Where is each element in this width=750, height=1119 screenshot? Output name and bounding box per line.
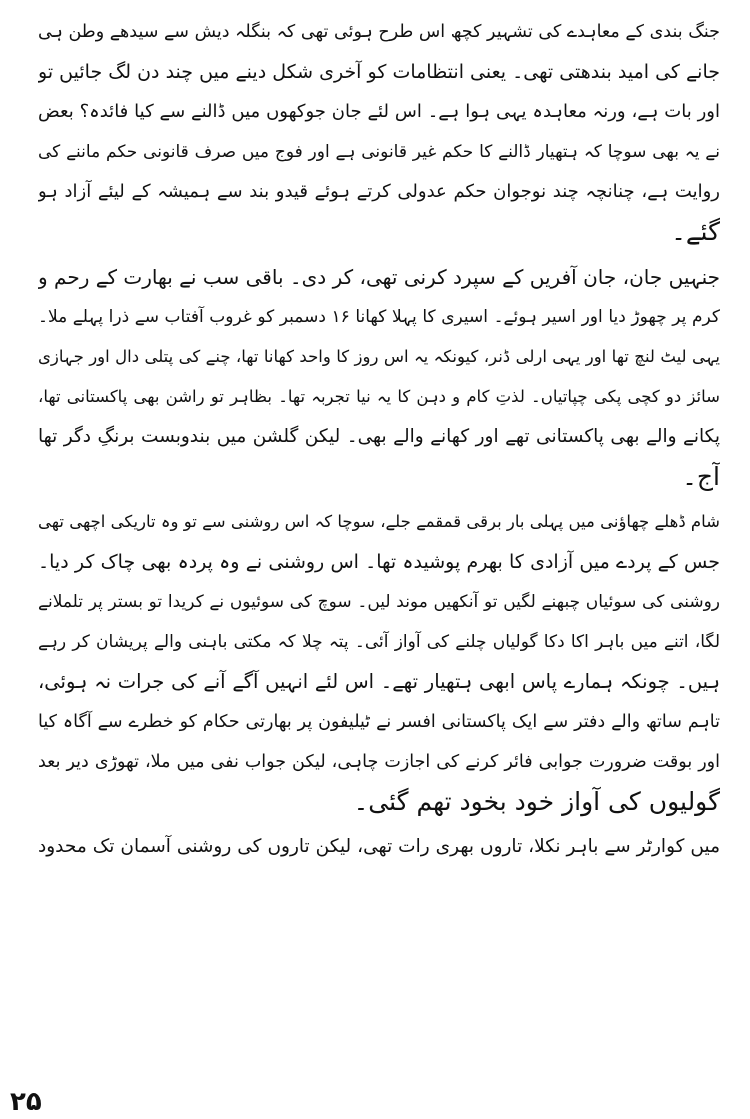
text-line: روشنی کی سوئیاں چبھنے لگیں تو آنکھیں موند لیں۔ سوچ کی سوئیوں نے کریدا تو بستر پر تلملانے [38, 592, 720, 612]
text-line: تاہم ساتھ والے دفتر سے ایک پاکستانی افسر نے ٹیلیفون پر بھارتی حکام کو خطرے سے آگاہ کیا [38, 712, 720, 732]
text-line: اور بوقت ضرورت جوابی فائر کرنے کی اجازت چاہی، لیکن جواب نفی میں ملا، تھوڑی دیر بعد [38, 752, 720, 772]
text-line: گئے۔ [671, 217, 720, 246]
text-line: گولیوں کی آواز خود بخود تھم گئی۔ [353, 787, 720, 816]
paragraph-first-meal [38, 257, 720, 497]
text-line: جانے کی امید بندھتی تھی۔ یعنی انتظامات کو آخری شکل دینے میں چند دن لگ جائیں تو [38, 61, 720, 83]
text-line: سائز دو کچی پکی چپاتیاں۔ لذتِ کام و دہن کا یہ نیا تجربہ تھا۔ بظاہر تو راشن بھی پاکستانی تھا، [38, 387, 720, 406]
text-line: جس کے پردے میں آزادی کا بھرم پوشیدہ تھا۔ اس روشنی نے وہ پردہ بھی چاک کر دیا۔ [38, 551, 720, 573]
paragraph-evening-lights [38, 502, 720, 822]
paragraph-starry-night [38, 827, 720, 867]
text-line: شام ڈھلے چھاؤنی میں پہلی بار برقی قمقمے جلے، سوچا کہ اس روشنی سے تو وہ تاریکی اچھی تھی [38, 512, 720, 531]
text-line: کرم پر چھوڑ دیا اور اسیر ہوئے۔ اسیری کا پہلا کھانا ۱۶ دسمبر کو غروب آفتاب سے ذرا پہلے ملا۔ [38, 307, 720, 327]
text-line: جنگ بندی کے معاہدے کی تشہیر کچھ اس طرح ہوئی تھی کہ بنگلہ دیش سے سیدھے وطن ہی [38, 22, 720, 42]
text-line: آج۔ [682, 462, 720, 491]
page-body-text [38, 12, 720, 867]
text-line: اور بات ہے، ورنہ معاہدہ یہی ہوا ہے۔ اس لئے جان جوکھوں میں ڈالنے سے کیا فائدہ؟ بعض [38, 101, 720, 122]
text-line: لگا، اتنے میں باہر اکا دکا گولیاں چلنے کی آواز آئی۔ پتہ چلا کہ مکتی باہنی والے پریشان کر رہے [38, 632, 720, 652]
paragraph-ceasefire [38, 12, 720, 252]
text-line: جنہیں جان، جان آفریں کے سپرد کرنی تھی، کر دی۔ باقی سب نے بھارت کے رحم و [38, 265, 720, 289]
text-line: ہیں۔ چونکہ ہمارے پاس ابھی ہتھیار تھے۔ اس لئے انہیں آگے آنے کی جرات نہ ہوئی، [38, 670, 720, 693]
text-line: یہی لیٹ لنچ تھا اور یہی ارلی ڈنر، کیونکہ یہ اس روز کا واحد کھانا تھا، چنے کی پتلی دال اور جہازی [38, 347, 720, 366]
text-line: روایت ہے، چنانچہ چند نوجوان حکم عدولی کرتے ہوئے قیدو بند سے ہمیشہ کے لیئے آزاد ہو [38, 181, 720, 202]
text-line: پکانے والے بھی پاکستانی تھے اور کھانے والے بھی۔ لیکن گلشن میں بندوبست برنگِ دگر تھا [38, 426, 720, 447]
page-number: ۲۵ [10, 1087, 42, 1117]
text-line: میں کوارٹر سے باہر نکلا، تاروں بھری رات تھی، لیکن تاروں کی روشنی آسمان تک محدود [38, 836, 720, 857]
text-line: نے یہ بھی سوچا کہ ہتھیار ڈالنے کا حکم غیر قانونی ہے اور فوج میں صرف قانونی حکم ماننے کی [38, 142, 720, 162]
